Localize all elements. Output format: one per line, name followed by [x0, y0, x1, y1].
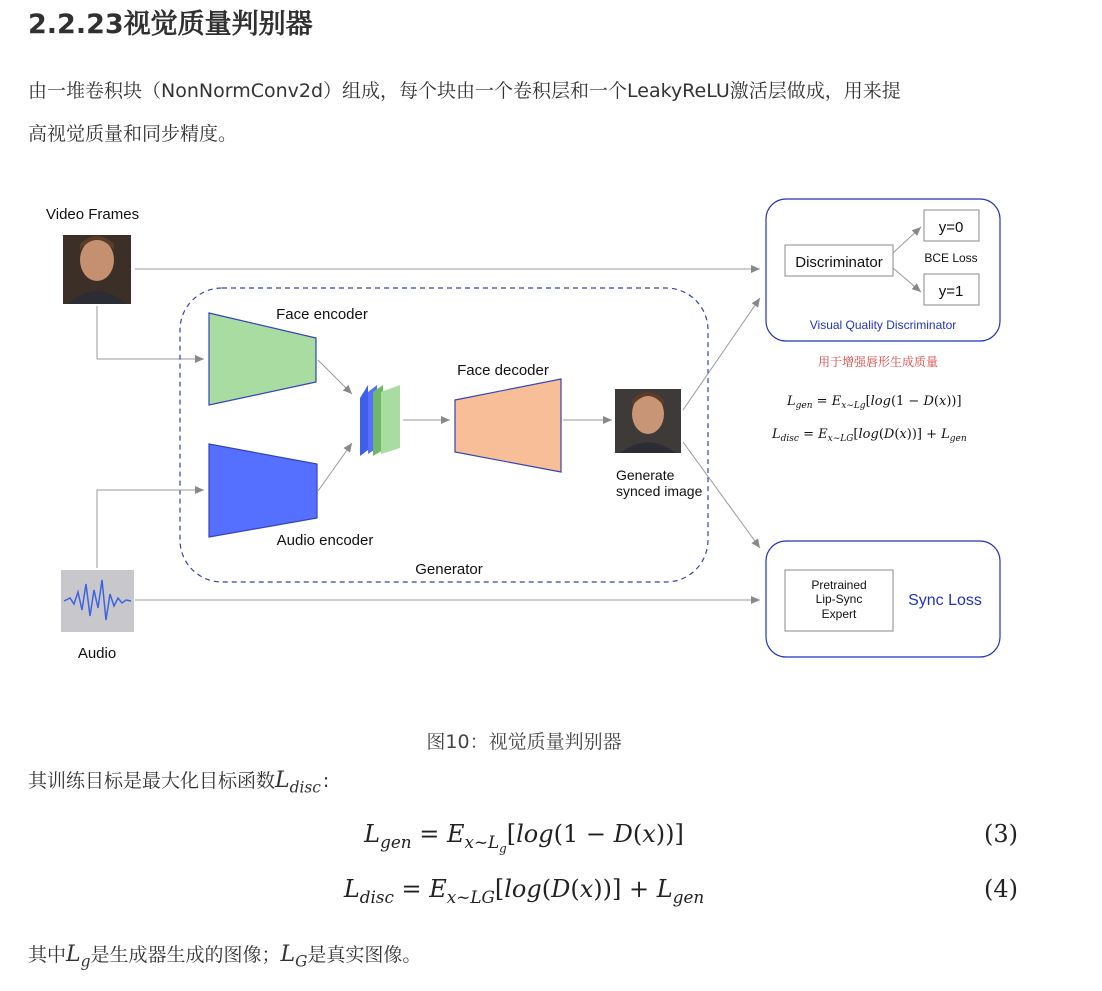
equation-3: $L_{gen} = E_{x\sim L_g}[\log(1 - D(x))]$: [364, 820, 684, 856]
video-frames-label: Video Frames: [46, 206, 140, 223]
diagram-formula-gen: [786, 394, 962, 411]
vqd-note: 用于增强唇形生成质量: [817, 355, 939, 369]
diagram-formula-disc: [771, 427, 967, 444]
face-decoder-shape: [455, 379, 561, 472]
audio-waveform-image: [61, 570, 134, 632]
face-decoder-label: Face decoder: [457, 362, 549, 379]
generate-label-1: Generate: [616, 467, 675, 483]
audio-label: Audio: [77, 645, 117, 662]
intro-line-1: 由一堆卷积块（NonNormConv2d）组成，每个块由一个卷积层和一个LeakyReLU激活层做成，用来提: [28, 80, 901, 102]
bce-loss-label: BCE Loss: [924, 251, 978, 265]
concat-features: [360, 385, 400, 456]
y0-label: y=0: [938, 219, 964, 236]
audio-encoder-label: Audio encoder: [276, 532, 374, 549]
generated-image: [615, 389, 681, 453]
equation-4: $L_{disc} = E_{x\sim LG}[\log(D(x))] + L_{gen}$: [343, 875, 705, 907]
discriminator-label: Discriminator: [795, 254, 883, 271]
audio-encoder-shape: [209, 444, 317, 537]
expert-line-1: Pretrained: [811, 578, 867, 592]
intro-line-2: 高视觉质量和同步精度。: [28, 123, 238, 145]
training-objective-text: 其训练目标是最大化目标函数$L_{disc}$ :: [28, 768, 330, 797]
figure-caption: 图10：视觉质量判别器: [426, 731, 622, 753]
sync-loss-label: Sync Loss: [908, 592, 982, 609]
svg-text:Lgen = Ex∼Lg[log(1 − D(x))]: $L_{gen} = E_{x\sim Lg}[\log(1 - D(x))]$: [787, 394, 962, 411]
video-frame-image: [63, 235, 131, 304]
equation-4-number: (4): [984, 875, 1018, 903]
footer-text: 其中$L_g$是生成器生成的图像；$L_G$是真实图像。: [28, 942, 422, 971]
svg-text:Ldisc = Ex∼LG[log(D(x))] + Lge: $L_{disc} = E_{x\sim LG}[\log(D(x))] + L_{gen}$: [772, 427, 967, 444]
generator-label: Generator: [415, 561, 483, 578]
expert-line-3: Expert: [821, 607, 857, 621]
generate-label-2: synced image: [616, 483, 703, 499]
equation-3-number: (3): [984, 820, 1018, 848]
architecture-diagram: [0, 180, 1048, 670]
vqd-label: Visual Quality Discriminator: [809, 318, 957, 332]
section-heading: 2.2.23视觉质量判别器: [28, 9, 313, 40]
face-encoder-shape: [209, 313, 316, 405]
face-encoder-label: Face encoder: [276, 306, 368, 323]
y1-label: y=1: [938, 283, 964, 300]
expert-line-2: Lip-Sync: [815, 592, 863, 606]
